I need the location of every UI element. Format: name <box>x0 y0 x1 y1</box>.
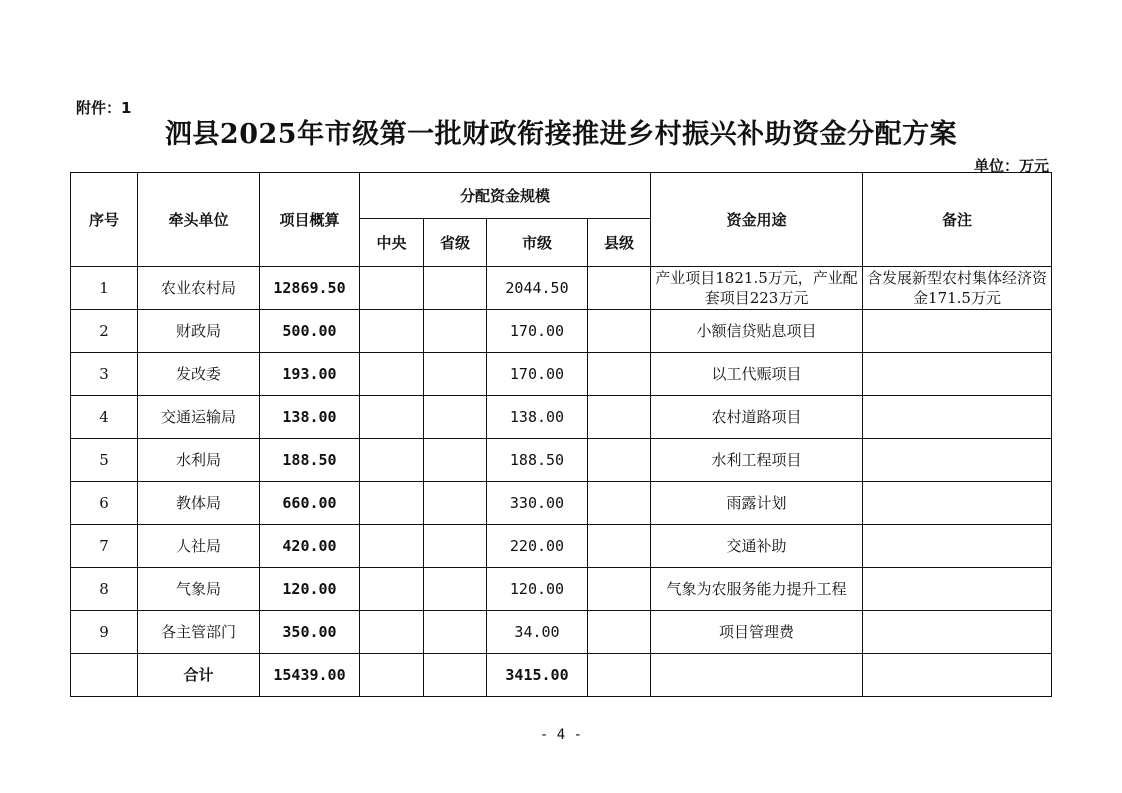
cell-seq: 6 <box>71 482 138 525</box>
cell-budget: 138.00 <box>260 396 360 439</box>
cell-municipal: 220.00 <box>487 525 588 568</box>
cell-budget: 120.00 <box>260 568 360 611</box>
header-central: 中央 <box>360 219 424 267</box>
table-row <box>71 525 1052 568</box>
cell-usage: 交通补助 <box>651 525 863 568</box>
cell-provincial <box>424 310 487 353</box>
cell-provincial <box>424 525 487 568</box>
cell-central <box>360 611 424 654</box>
cell-budget: 188.50 <box>260 439 360 482</box>
table-row <box>71 482 1052 525</box>
cell-provincial <box>424 482 487 525</box>
cell-usage: 农村道路项目 <box>651 396 863 439</box>
cell-municipal: 138.00 <box>487 396 588 439</box>
cell-remarks <box>863 525 1052 568</box>
cell-usage: 雨露计划 <box>651 482 863 525</box>
header-lead-unit: 牵头单位 <box>138 173 260 267</box>
cell-remarks <box>863 654 1052 697</box>
cell-municipal: 34.00 <box>487 611 588 654</box>
cell-municipal: 3415.00 <box>487 654 588 697</box>
header-municipal: 市级 <box>487 219 588 267</box>
table-row <box>71 568 1052 611</box>
cell-usage <box>651 654 863 697</box>
cell-budget: 660.00 <box>260 482 360 525</box>
cell-lead-unit: 人社局 <box>138 525 260 568</box>
cell-budget: 350.00 <box>260 611 360 654</box>
cell-provincial <box>424 396 487 439</box>
unit-label: 单位：万元 <box>973 157 1049 175</box>
cell-central <box>360 525 424 568</box>
cell-county <box>588 611 651 654</box>
table-row <box>71 439 1052 482</box>
header-provincial: 省级 <box>424 219 487 267</box>
cell-lead-unit: 农业农村局 <box>138 267 260 310</box>
cell-central <box>360 267 424 310</box>
cell-provincial <box>424 568 487 611</box>
cell-seq <box>71 654 138 697</box>
header-budget: 项目概算 <box>260 173 360 267</box>
cell-municipal: 188.50 <box>487 439 588 482</box>
cell-usage: 以工代赈项目 <box>651 353 863 396</box>
cell-lead-unit: 气象局 <box>138 568 260 611</box>
header-allocation-group: 分配资金规模 <box>360 173 651 219</box>
cell-municipal: 170.00 <box>487 310 588 353</box>
table-row <box>71 611 1052 654</box>
table-row <box>71 353 1052 396</box>
cell-remarks: 含发展新型农村集体经济资金171.5万元 <box>863 267 1052 310</box>
cell-central <box>360 654 424 697</box>
cell-seq: 3 <box>71 353 138 396</box>
cell-lead-unit: 各主管部门 <box>138 611 260 654</box>
cell-remarks <box>863 353 1052 396</box>
cell-provincial <box>424 439 487 482</box>
cell-remarks <box>863 568 1052 611</box>
cell-seq: 7 <box>71 525 138 568</box>
cell-budget: 12869.50 <box>260 267 360 310</box>
cell-seq: 9 <box>71 611 138 654</box>
cell-budget: 420.00 <box>260 525 360 568</box>
cell-county <box>588 568 651 611</box>
cell-seq: 8 <box>71 568 138 611</box>
cell-county <box>588 267 651 310</box>
cell-lead-unit: 水利局 <box>138 439 260 482</box>
cell-remarks <box>863 310 1052 353</box>
cell-remarks <box>863 396 1052 439</box>
cell-central <box>360 439 424 482</box>
cell-usage: 项目管理费 <box>651 611 863 654</box>
allocation-table <box>70 172 1052 697</box>
cell-municipal: 330.00 <box>487 482 588 525</box>
cell-budget: 500.00 <box>260 310 360 353</box>
cell-provincial <box>424 611 487 654</box>
header-county: 县级 <box>588 219 651 267</box>
cell-municipal: 170.00 <box>487 353 588 396</box>
cell-remarks <box>863 439 1052 482</box>
cell-county <box>588 353 651 396</box>
cell-central <box>360 568 424 611</box>
cell-municipal: 120.00 <box>487 568 588 611</box>
cell-seq: 2 <box>71 310 138 353</box>
attachment-label: 附件：1 <box>76 99 132 117</box>
cell-usage: 小额信贷贴息项目 <box>651 310 863 353</box>
cell-usage: 水利工程项目 <box>651 439 863 482</box>
cell-seq: 1 <box>71 267 138 310</box>
cell-usage: 产业项目1821.5万元，产业配套项目223万元 <box>651 267 863 310</box>
cell-lead-unit: 交通运输局 <box>138 396 260 439</box>
header-seq: 序号 <box>71 173 138 267</box>
cell-lead-unit: 发改委 <box>138 353 260 396</box>
cell-county <box>588 396 651 439</box>
header-usage: 资金用途 <box>651 173 863 267</box>
cell-budget: 193.00 <box>260 353 360 396</box>
cell-lead-unit: 财政局 <box>138 310 260 353</box>
table-row <box>71 396 1052 439</box>
cell-remarks <box>863 611 1052 654</box>
page-number: - 4 - <box>539 727 583 743</box>
cell-provincial <box>424 267 487 310</box>
cell-central <box>360 353 424 396</box>
cell-lead-unit: 教体局 <box>138 482 260 525</box>
cell-county <box>588 525 651 568</box>
cell-municipal: 2044.50 <box>487 267 588 310</box>
cell-lead-unit: 合计 <box>138 654 260 697</box>
cell-provincial <box>424 353 487 396</box>
cell-budget: 15439.00 <box>260 654 360 697</box>
header-remarks: 备注 <box>863 173 1052 267</box>
table-row <box>71 267 1052 310</box>
cell-county <box>588 310 651 353</box>
cell-county <box>588 439 651 482</box>
cell-county <box>588 482 651 525</box>
cell-seq: 4 <box>71 396 138 439</box>
cell-central <box>360 310 424 353</box>
cell-central <box>360 482 424 525</box>
cell-seq: 5 <box>71 439 138 482</box>
cell-provincial <box>424 654 487 697</box>
table-body <box>71 267 1052 697</box>
document-title: 泗县2025年市级第一批财政衔接推进乡村振兴补助资金分配方案 <box>164 119 958 150</box>
table-row <box>71 310 1052 353</box>
cell-usage: 气象为农服务能力提升工程 <box>651 568 863 611</box>
cell-county <box>588 654 651 697</box>
cell-remarks <box>863 482 1052 525</box>
cell-central <box>360 396 424 439</box>
total-row <box>71 654 1052 697</box>
